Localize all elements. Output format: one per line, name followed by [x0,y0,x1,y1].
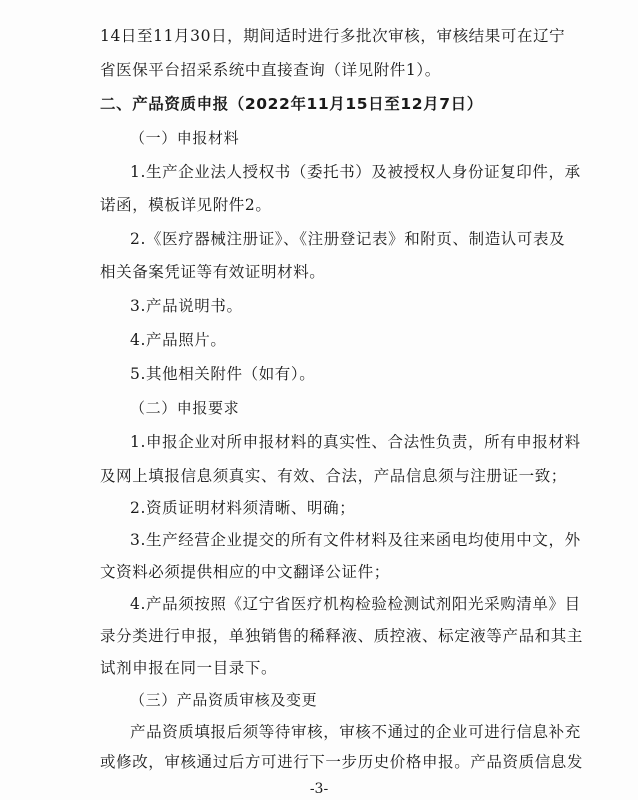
paragraph-line: 5.其他相关附件（如有）。 [130,365,316,383]
paragraph-line: 产品资质填报后须等待审核，审核不通过的企业可进行信息补充 [130,723,581,741]
paragraph-line: 相关备案凭证等有效证明材料。 [100,263,326,281]
paragraph-line: 及网上填报信息须真实、有效、合法，产品信息须与注册证一致； [100,467,567,485]
subsection-heading: （一）申报材料 [130,129,240,147]
paragraph-line: 或修改，审核通过后方可进行下一步历史价格申报。产品资质信息发 [100,753,584,771]
subsection-heading: （二）申报要求 [130,399,240,417]
paragraph-line: 1.生产企业法人授权书（委托书）及被授权人身份证复印件，承 [130,163,581,181]
paragraph-line: 4.产品须按照《辽宁省医疗机构检验检测试剂阳光采购清单》目 [130,595,581,613]
paragraph-line: 2.资质证明材料须清晰、明确； [130,499,356,517]
subsection-heading: （三）产品资质审核及变更 [130,691,318,709]
paragraph-line: 3.生产经营企业提交的所有文件材料及往来函电均使用中文，外 [130,531,581,549]
paragraph-line: 2.《医疗器械注册证》、《注册登记表》和附页、制造认可表及 [130,230,566,248]
paragraph-line: 4.产品照片。 [130,331,227,349]
paragraph-line: 诺函，模板详见附件2。 [100,196,272,214]
paragraph-line: 省医保平台招采系统中直接查询（详见附件1）。 [100,61,441,79]
section-heading: 二、产品资质申报（2022年11月15日至12月7日） [100,95,483,113]
paragraph-line: 1.申报企业对所申报材料的真实性、合法性负责，所有申报材料 [130,433,581,451]
page-number: -3- [309,781,329,797]
paragraph-line: 3.产品说明书。 [130,297,243,315]
paragraph-line: 14日至11月30日，期间适时进行多批次审核，审核结果可在辽宁 [100,27,566,45]
paragraph-line: 试剂申报在同一目录下。 [100,659,278,677]
paragraph-line: 录分类进行申报，单独销售的稀释液、质控液、标定液等产品和其主 [100,627,584,645]
paragraph-line: 文资料必须提供相应的中文翻译公证件； [100,563,390,581]
